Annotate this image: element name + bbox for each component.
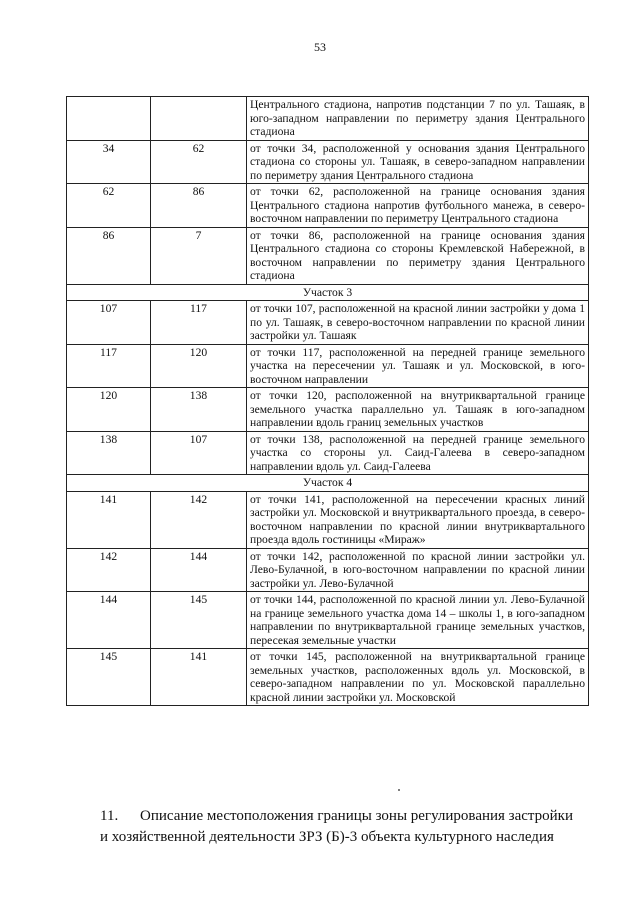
table-row bbox=[67, 491, 589, 548]
table-row bbox=[67, 592, 589, 649]
to-point-cell: 7 bbox=[151, 227, 247, 284]
to-point-cell: 62 bbox=[151, 140, 247, 184]
section-heading bbox=[100, 806, 580, 848]
table-row bbox=[67, 184, 589, 228]
to-point-cell: 141 bbox=[151, 649, 247, 706]
stray-dot bbox=[398, 789, 400, 791]
description-cell: от точки 107, расположенной на красной линии застройки у дома 1 по ул. Ташаяк, в северо-восточном направлении по красной линии застройки ул. Ташаяк bbox=[247, 301, 589, 345]
description-cell: от точки 141, расположенной на пересечении красных линий застройки ул. Московской и внутриквартального проезда, в северо-восточном направлении по красной линии внутриквартального проезда вдоль гостиницы «Мираж» bbox=[247, 491, 589, 548]
from-point-cell: 120 bbox=[67, 388, 151, 432]
description-cell: от точки 117, расположенной на передней границе земельного участка на пересечении ул. Ташаяк и ул. Московской, в юго-восточном направлении bbox=[247, 344, 589, 388]
boundary-table bbox=[66, 96, 589, 706]
table-row bbox=[67, 344, 589, 388]
table-row bbox=[67, 388, 589, 432]
from-point-cell: 142 bbox=[67, 548, 151, 592]
table-row bbox=[67, 140, 589, 184]
description-cell: от точки 145, расположенной на внутриквартальной границе земельных участков, расположенных вдоль ул. Московской, в северо-западном направлении по ул. Московской параллельно красной линии застройки ул. Московской bbox=[247, 649, 589, 706]
from-point-cell: 138 bbox=[67, 431, 151, 475]
table-row bbox=[67, 548, 589, 592]
description-cell: от точки 120, расположенной на внутриквартальной границе земельного участка параллельно ул. Ташаяк в юго-западном направлении вдоль границ земельных участков bbox=[247, 388, 589, 432]
description-cell: от точки 142, расположенной по красной линии застройки ул. Лево-Булачной, в юго-восточном направлении по красной линии застройки ул. Лево-Булачной bbox=[247, 548, 589, 592]
description-cell: от точки 62, расположенной на границе основания здания Центрального стадиона напротив футбольного манежа, в северо-восточном направлении по периметру Центрального стадиона bbox=[247, 184, 589, 228]
description-cell: Центрального стадиона, напротив подстанции 7 по ул. Ташаяк, в юго-западном направлении по периметру здания Центрального стадиона bbox=[247, 97, 589, 141]
table-row bbox=[67, 97, 589, 141]
table-row bbox=[67, 301, 589, 345]
from-point-cell: 145 bbox=[67, 649, 151, 706]
table-row bbox=[67, 227, 589, 284]
section-row bbox=[67, 284, 589, 301]
section-row bbox=[67, 475, 589, 492]
page-number: 53 bbox=[314, 40, 326, 54]
to-point-cell bbox=[151, 97, 247, 141]
table-row bbox=[67, 431, 589, 475]
description-cell: от точки 144, расположенной по красной линии ул. Лево-Булачной на границе земельного участка дома 14 – школы 1, в юго-западном направлении по внутриквартальной границе земельных участков, пересекая земельные участки bbox=[247, 592, 589, 649]
table-row bbox=[67, 649, 589, 706]
from-point-cell bbox=[67, 97, 151, 141]
to-point-cell: 107 bbox=[151, 431, 247, 475]
heading-text: Описание местоположения границы зоны регулирования застройки и хозяйственной деятельности ЗРЗ (Б)-3 объекта культурного наследия bbox=[100, 808, 574, 845]
from-point-cell: 62 bbox=[67, 184, 151, 228]
description-cell: от точки 34, расположенной у основания здания Центрального стадиона со стороны ул. Ташаяк, в северо-западном направлении по периметру здания Центрального стадиона bbox=[247, 140, 589, 184]
to-point-cell: 145 bbox=[151, 592, 247, 649]
section-label: Участок 3 bbox=[67, 284, 589, 301]
to-point-cell: 86 bbox=[151, 184, 247, 228]
section-label: Участок 4 bbox=[67, 475, 589, 492]
to-point-cell: 120 bbox=[151, 344, 247, 388]
from-point-cell: 86 bbox=[67, 227, 151, 284]
to-point-cell: 144 bbox=[151, 548, 247, 592]
to-point-cell: 138 bbox=[151, 388, 247, 432]
from-point-cell: 141 bbox=[67, 491, 151, 548]
description-cell: от точки 86, расположенной на границе основания здания Центрального стадиона со стороны Кремлевской Набережной, в восточном направлении по периметру здания Центрального стадиона bbox=[247, 227, 589, 284]
from-point-cell: 144 bbox=[67, 592, 151, 649]
from-point-cell: 34 bbox=[67, 140, 151, 184]
to-point-cell: 142 bbox=[151, 491, 247, 548]
from-point-cell: 107 bbox=[67, 301, 151, 345]
from-point-cell: 117 bbox=[67, 344, 151, 388]
description-cell: от точки 138, расположенной на передней границе земельного участка со стороны ул. Саид-Галеева в северо-западном направлении вдоль ул. Саид-Галеева bbox=[247, 431, 589, 475]
heading-number: 11. bbox=[100, 808, 119, 824]
to-point-cell: 117 bbox=[151, 301, 247, 345]
